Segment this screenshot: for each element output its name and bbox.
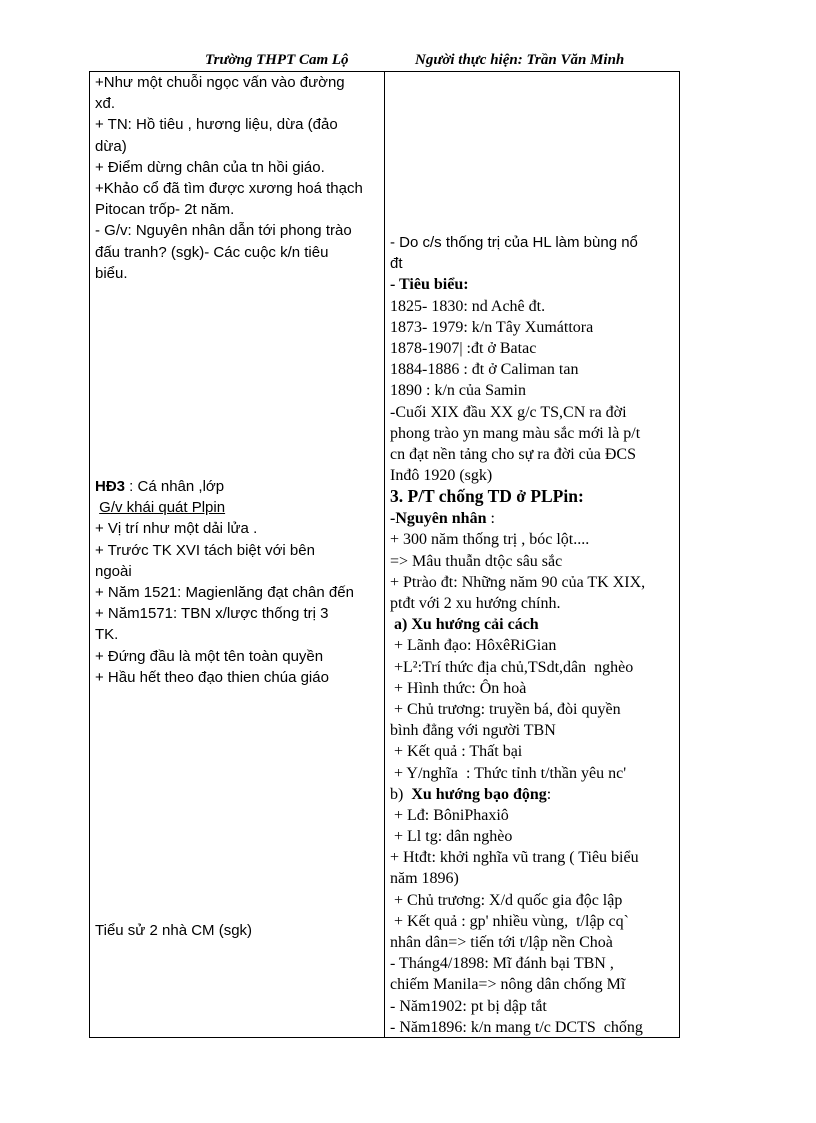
nguyen-nhan-line [390,508,672,529]
text-line: bình đẳng với người TBN [390,722,556,740]
xu-huong-b-line [390,784,672,805]
text-line: biểu. [95,264,128,282]
text-line: + Vị trí như một dải lửa . [95,520,258,538]
tieu-su-line: Tiểu sử 2 nhà CM (sgk) [95,922,253,939]
text-line: + Năm1571: TBN x/lược thống trị 3 [95,605,329,623]
text-line: + Kết quả : Thất bại [390,743,523,761]
column-divider [384,72,385,1037]
left-block-3 [95,920,375,941]
xu-huong-b-prefix: b) [390,785,412,803]
text-line: + TN: Hồ tiêu , hương liệu, dừa (đảo [95,116,338,134]
text-line: +Như một chuỗi ngọc vấn vào đường [95,74,345,91]
text-line: phong trào yn mang màu sắc mới là p/t [390,424,641,442]
hd3-label: HĐ3 [95,478,126,495]
text-line: + Chủ trương: X/d quốc gia độc lập [390,891,623,909]
right-block-1 [390,232,672,1038]
text-line: ptđt với 2 xu hướng chính. [390,595,561,612]
text-line: cn đạt nền tảng cho sự ra đời của ĐCS [390,445,636,463]
text-line: + Lãnh đạo: HôxêRiGian [390,637,557,655]
teacher-name: Người thực hiện: Trần Văn Minh [415,52,625,68]
text-line: => Mâu thuẫn dtộc sâu sắc [390,552,563,570]
text-line: + Điểm dừng chân của tn hồi giáo. [95,158,325,176]
text-line: + Ll tg: dân nghèo [390,828,513,846]
text-line: + Hầu hết theo đạo thien chúa giáo [95,668,329,686]
text-line: + Kết quả : gp' nhiều vùng, t/lập cq` [390,912,629,930]
lesson-table [89,71,680,1038]
text-line: +Khảo cổ đã tìm được xương hoá thạch [95,179,363,197]
xu-huong-b-suffix: : [546,785,552,803]
xu-huong-b: Xu hướng bạo động [411,785,547,803]
page-header [0,52,816,72]
text-line: - Năm1902: pt bị dập tắt [390,997,547,1015]
text-line: - Do c/s thống trị của HL làm bùng nổ [390,234,638,251]
text-line: + Ptrào đt: Những năm 90 của TK XIX, [390,573,646,591]
hd3-heading [95,476,375,497]
nguyen-nhan-label: -Nguyên nhân [390,510,487,528]
text-line: 1884-1886 : đt ở Caliman tan [390,361,579,379]
text-line: đt [390,255,403,273]
tieu-bieu-label: - Tiêu biểu: [390,276,469,294]
text-line: 1878-1907| :đt ở Batac [390,339,537,357]
text-line: 1825- 1830: nd Achê đt. [390,297,546,315]
gv-summary-line [95,497,375,518]
text-line: + Lđ: BôniPhaxiô [390,806,509,824]
text-line: - G/v: Nguyên nhân dẫn tới phong trào [95,222,352,240]
text-line: + Htđt: khởi nghĩa vũ trang ( Tiêu biểu [390,849,639,867]
xu-huong-a: a) Xu hướng cải cách [390,616,539,634]
text-line: năm 1896) [390,870,459,888]
text-line: + Đứng đầu là một tên toàn quyền [95,647,324,665]
left-block-1 [95,72,375,284]
text-line: TK. [95,626,119,644]
text-line: 1873- 1979: k/n Tây Xumáttora [390,318,594,336]
nguyen-nhan-suffix: : [486,510,495,528]
text-line: + Chủ trương: truyền bá, đòi quyền [390,700,621,718]
section-3-title: 3. P/T chống TD ở PLPin: [390,486,584,507]
text-line: - Năm1896: k/n mang t/c DCTS chống [390,1018,643,1036]
text-line: chiếm Manila=> nông dân chống Mĩ [390,976,626,994]
text-line: + Y/nghĩa : Thức tỉnh t/thần yêu nc' [390,764,627,782]
gv-summary: G/v khái quát Plpin [99,499,226,517]
text-line: Inđô 1920 (sgk) [390,467,493,485]
hd3-text: : Cá nhân ,lớp [125,478,225,495]
text-line: + 300 năm thống trị , bóc lột.... [390,531,590,549]
text-line: nhân dân=> tiến tới t/lập nền Choà [390,934,613,951]
text-line: -Cuối XIX đầu XX g/c TS,CN ra đời [390,403,627,421]
school-name: Trường THPT Cam Lộ [205,52,349,68]
text-line: dừa) [95,137,127,155]
left-block-2 [95,476,375,688]
text-line: + Trước TK XVI tách biệt với bên [95,541,315,559]
text-line: xđ. [95,95,116,113]
text-line: + Năm 1521: Magienlăng đạt chân đến [95,583,354,601]
text-line: + Hình thức: Ôn hoà [390,679,527,697]
text-line: +L²:Trí thức địa chủ,TSdt,dân nghèo [390,658,634,676]
text-line: Pitocan trốp- 2t năm. [95,201,235,219]
text-line: - Tháng4/1898: Mĩ đánh bại TBN , [390,955,614,973]
text-line: 1890 : k/n của Samin [390,382,526,400]
text-line: đấu tranh? (sgk)- Các cuộc k/n tiêu [95,243,329,261]
text-line: ngoài [95,562,132,580]
